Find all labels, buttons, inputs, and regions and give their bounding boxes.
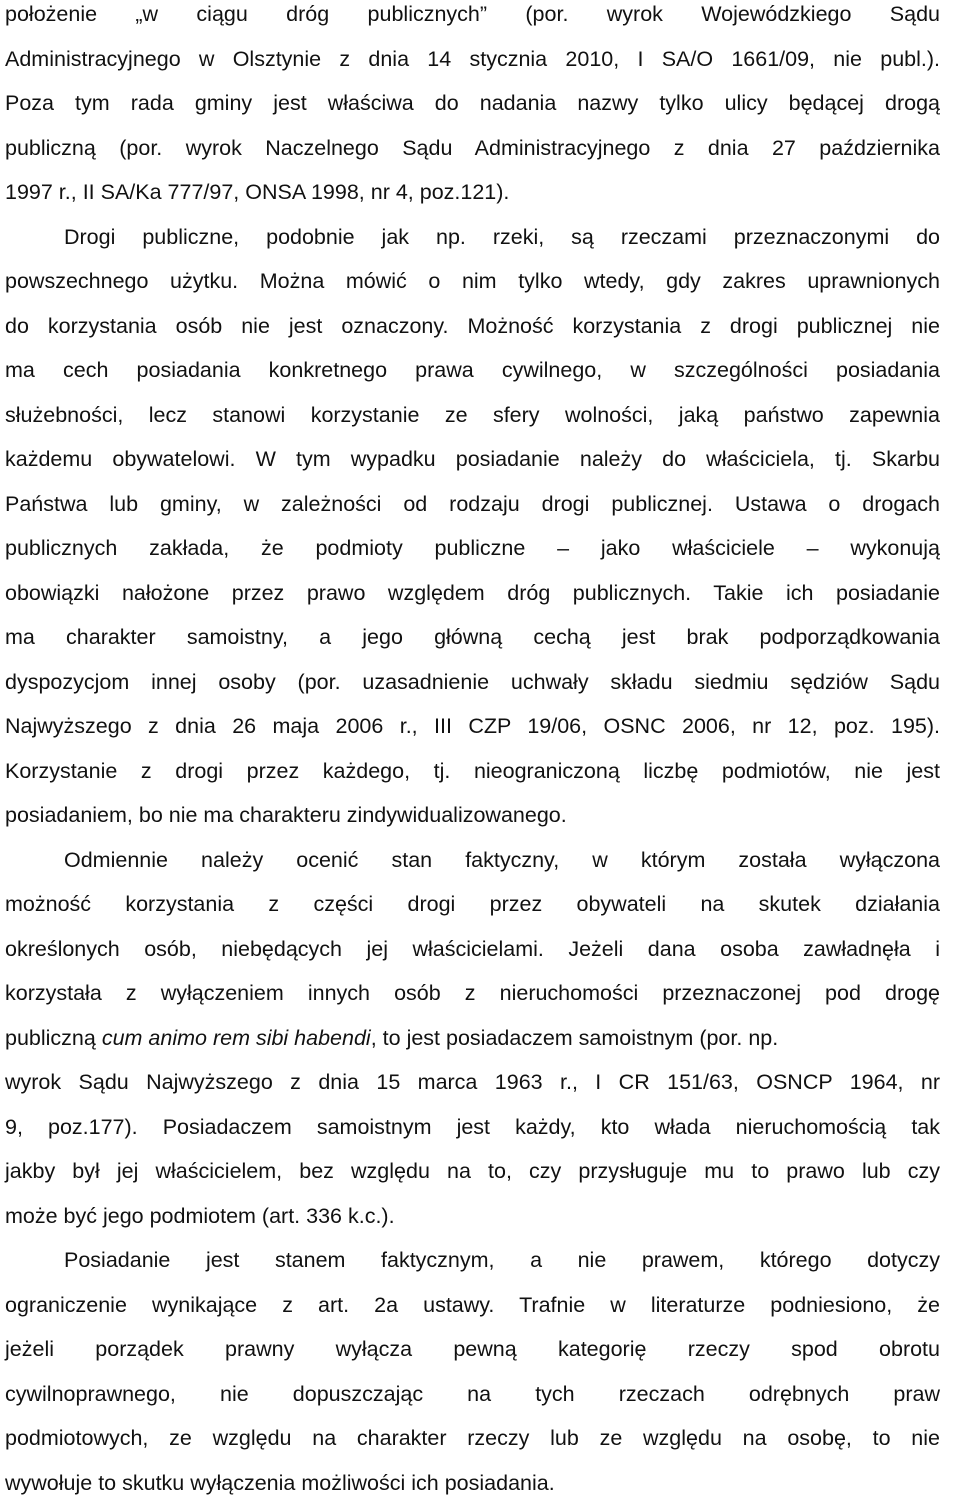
paragraph-first-line: Posiadanie jest stanem faktycznym, a nie prawem, którego dotyczy (64, 1248, 940, 1272)
text-line: do korzystania osób nie jest oznaczony. Możność korzystania z drogi publicznej nie (5, 314, 940, 338)
text-line: ograniczenie wynikające z art. 2a ustawy. Trafnie w literaturze podniesiono, że (5, 1293, 940, 1317)
paragraph-first-line: Odmiennie należy ocenić stan faktyczny, w którym została wyłączona (64, 848, 940, 872)
text-line: ma charakter samoistny, a jego główną cechą jest brak podporządkowania (5, 625, 940, 649)
text-line-with-latin-phrase (5, 1028, 778, 1050)
text-line: może być jego podmiotem (art. 336 k.c.). (5, 1204, 395, 1228)
text-segment: , to jest posiadaczem samoistnym (por. np. (370, 1026, 779, 1050)
text-line: dyspozycjom innej osoby (por. uzasadnienie uchwały składu siedmiu sędziów Sądu (5, 670, 940, 694)
text-line: Korzystanie z drogi przez każdego, tj. nieograniczoną liczbę podmiotów, nie jest (5, 759, 940, 783)
text-line: wywołuje to skutku wyłączenia możliwości ich posiadania. (5, 1471, 555, 1495)
text-line: służebności, lecz stanowi korzystanie ze sfery wolności, jaką państwo zapewnia (5, 403, 940, 427)
text-line: Państwa lub gminy, w zależności od rodzaju drogi publicznej. Ustawa o drogach (5, 492, 940, 516)
text-line: powszechnego użytku. Można mówić o nim tylko wtedy, gdy zakres uprawnionych (5, 269, 940, 293)
text-line: publicznych zakłada, że podmioty publiczne – jako właściciele – wykonują (5, 536, 940, 560)
text-line: wyrok Sądu Najwyższego z dnia 15 marca 1963 r., I CR 151/63, OSNCP 1964, nr (5, 1070, 940, 1094)
paragraph-first-line: Drogi publiczne, podobnie jak np. rzeki, są rzeczami przeznaczonymi do (64, 225, 940, 249)
text-line: Administracyjnego w Olsztynie z dnia 14 stycznia 2010, I SA/O 1661/09, nie publ.). (5, 47, 940, 71)
text-line: Poza tym rada gminy jest właściwa do nadania nazwy tylko ulicy będącej drogą (5, 91, 940, 115)
text-line: posiadaniem, bo nie ma charakteru zindywidualizowanego. (5, 803, 567, 827)
text-line: określonych osób, niebędących jej właścicielami. Jeżeli dana osoba zawładnęła i (5, 937, 940, 961)
text-segment: publiczną (5, 1026, 102, 1050)
text-line: obowiązki nałożone przez prawo względem dróg publicznych. Takie ich posiadanie (5, 581, 940, 605)
text-line: podmiotowych, ze względu na charakter rzeczy lub ze względu na osobę, to nie (5, 1426, 940, 1450)
text-line: ma cech posiadania konkretnego prawa cywilnego, w szczególności posiadania (5, 358, 940, 382)
text-line: 1997 r., II SA/Ka 777/97, ONSA 1998, nr 4, poz.121). (5, 180, 510, 204)
text-line: możność korzystania z części drogi przez obywateli na skutek działania (5, 892, 940, 916)
text-line: każdemu obywatelowi. W tym wypadku posiadanie należy do właściciela, tj. Skarbu (5, 447, 940, 471)
text-line: cywilnoprawnego, nie dopuszczając na tych rzeczach odrębnych praw (5, 1382, 940, 1406)
text-line: położenie „w ciągu dróg publicznych” (por. wyrok Wojewódzkiego Sądu (5, 2, 940, 26)
latin-phrase: cum animo rem sibi habendi (101, 1026, 371, 1050)
text-line: publiczną (por. wyrok Naczelnego Sądu Administracyjnego z dnia 27 października (5, 136, 940, 160)
text-line: jeżeli porządek prawny wyłącza pewną kategorię rzeczy spod obrotu (5, 1337, 940, 1361)
text-line: jakby był jej właścicielem, bez względu na to, czy przysługuje mu to prawo lub czy (5, 1159, 940, 1183)
text-line: 9, poz.177). Posiadaczem samoistnym jest każdy, kto włada nieruchomością tak (5, 1115, 940, 1139)
text-line: Najwyższego z dnia 26 maja 2006 r., III CZP 19/06, OSNC 2006, nr 12, poz. 195). (5, 714, 940, 738)
text-line: korzystała z wyłączeniem innych osób z nieruchomości przeznaczonej pod drogę (5, 981, 940, 1005)
